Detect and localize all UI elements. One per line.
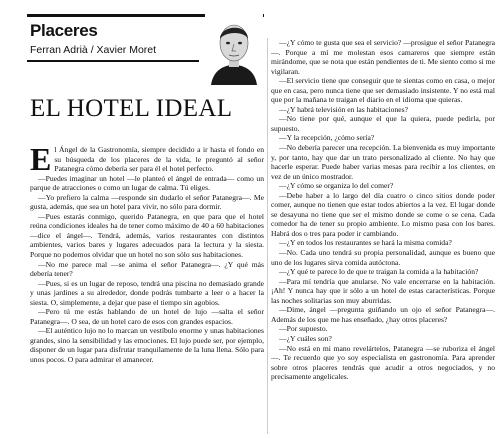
article-paragraph: —No tiene por qué, aunque el que la quiera, puede pedirla, por supuesto. — [271, 114, 495, 133]
article-headline: EL HOTEL IDEAL — [30, 95, 233, 122]
article-paragraph: —Puedes imaginar un hotel —le planteó el ángel de entrada— como un parque de atracciones o como un lugar de calma. Tú eliges. — [30, 173, 264, 193]
column-divider — [267, 38, 268, 434]
left-column — [27, 14, 264, 434]
article-body-left — [30, 141, 264, 365]
article-paragraph: —Y la recepción, ¿cómo sería? — [279, 133, 375, 143]
byline: Ferran Adrià / Xavier Moret — [30, 44, 157, 56]
article-paragraph: —Yo prefiero la calma —responde sin dudarlo el señor Patanegra—. Me gusta, además, que sea un hotel para vivir, no sólo para dormir. — [30, 192, 264, 212]
article-paragraph: —Pues estarás conmigo, querido Patanegra, en que para que el hotel reúna condiciones ideales ha de tener como máximo de 40 a 60 habitaciones —dice el ángel—. Tendrá, además, varios restaurantes con distintos ambientes, varios bares y lugares adecuados para la lectura y la siesta. Porque no podemos olvidar que un hotel no son sólo sus habitaciones. — [30, 211, 264, 260]
section-header — [27, 17, 264, 79]
article-paragraph: —Pues, si es un lugar de reposo, tendrá una piscina no demasiado grande y unas jardines a su alrededor, donde podrás tumbarte a leer o a hacer la siesta. O, simplemente, a dejar que pase el tiempo sin agobios. — [30, 278, 264, 307]
header-rule — [27, 60, 199, 62]
article-paragraph: —¿Y en todos los restaurantes se hará la misma comida? — [279, 238, 452, 248]
article-paragraph: —No debería parecer una recepción. La bienvenida es muy importante y, por tanto, hay que dar un trato personalizado al cliente. No hay que hacerle esperar. Puede haber varias mesas para recibir a los clientes, en vez de un único mostrador. — [271, 143, 495, 181]
article-paragraph: —El auténtico lujo no lo marcan un vestíbulo enorme y unas habitaciones grandes, sino la sensibilidad y las emociones. El lujo puede ser, por ejemplo, disponer de un lugar para disfrutar tranquilamente de la luna llena. Sólo para unos pocos. O para admirar el amanecer. — [30, 326, 264, 365]
article-paragraph: —No está en mi mano revelártelos, Patanegra —se ruboriza el ángel—. Te recuerdo que yo soy especialista en gastronomía. Para aprender sobre otros placeres tendrás que acudir a otros negociados, y no precisamente angelicales. — [271, 343, 495, 382]
article-paragraph: —Para mí tendría que anularse. No vale encerrarse en la habitación. ¡Ah! Y nunca hay que ir sólo a un hotel de estas características. Porque las noches solitarias son muy aburridas. — [271, 276, 495, 305]
author-portrait — [205, 14, 263, 85]
section-title: Placeres — [30, 21, 98, 40]
article-paragraph: —¿Y qué te parece lo de que te traigan la comida a la habitación? — [279, 267, 479, 277]
article-paragraph: —Debe haber a lo largo del día cuatro o cinco sitios donde poder comer, aunque no tienen que estar todos abiertos a la vez. El lugar donde se desayuna no tiene que ser el mismo donde se come o se cena. Cada comedor ha de tener su propio ambiente. Lo mismo pasa con los bares. Habrá dos o tres para poder ir cambiando. — [271, 190, 495, 238]
article-paragraph: —Por supuesto. — [279, 324, 328, 334]
article-paragraph: —Pero tú me estás hablando de un hotel de lujo —salta el señor Patanegra—. O sea, de un hotel caro de esos con grandes espacios. — [30, 307, 264, 326]
article-paragraph: —No. Cada uno tendrá su propia personalidad, aunque es bueno que uno de los lugares sirva comida autóctona. — [271, 248, 495, 267]
article-paragraph: —No me parece mal —se anima el señor Patanegra—. ¿Y qué más debería tener? — [30, 259, 264, 279]
article-paragraph: —¿Y cuáles son? — [279, 333, 332, 343]
paragraph-text: l Ángel de la Gastronomía, siempre decidido a ir hasta el fondo en su búsqueda de los placeres de la vida, le preguntó al señor Patanegra cómo debería ser para él el hotel perfecto. — [54, 145, 264, 174]
article-paragraph — [30, 141, 264, 177]
article-paragraph: —Dime, ángel —pregunta guiñando un ojo el señor Patanegra—. Además de los que me has enseñado, ¿hay otros placeres? — [271, 305, 495, 324]
article-paragraph: —¿Y cómo se organiza lo del comer? — [279, 181, 394, 191]
article-body-right — [271, 38, 495, 436]
article-paragraph: —El servicio tiene que conseguir que te sientas como en casa, o mejor que en casa, pero nunca tiene que ser demasiado insistente. Y no está mal que por la mañana te traigan el diario en el idioma que quieras. — [271, 76, 495, 105]
article-paragraph: —¿Y habrá televisión en las habitaciones? — [279, 104, 408, 114]
article-paragraph: —¿Y cómo te gusta que sea el servicio? —prosigue el señor Patanegra—. Porque a mí me molestan esos camareros que siempre están mirándome, que se nota que están pendientes de ti. Me siento como si me vigilaran. — [271, 38, 495, 76]
drop-cap: E — [30, 141, 52, 177]
